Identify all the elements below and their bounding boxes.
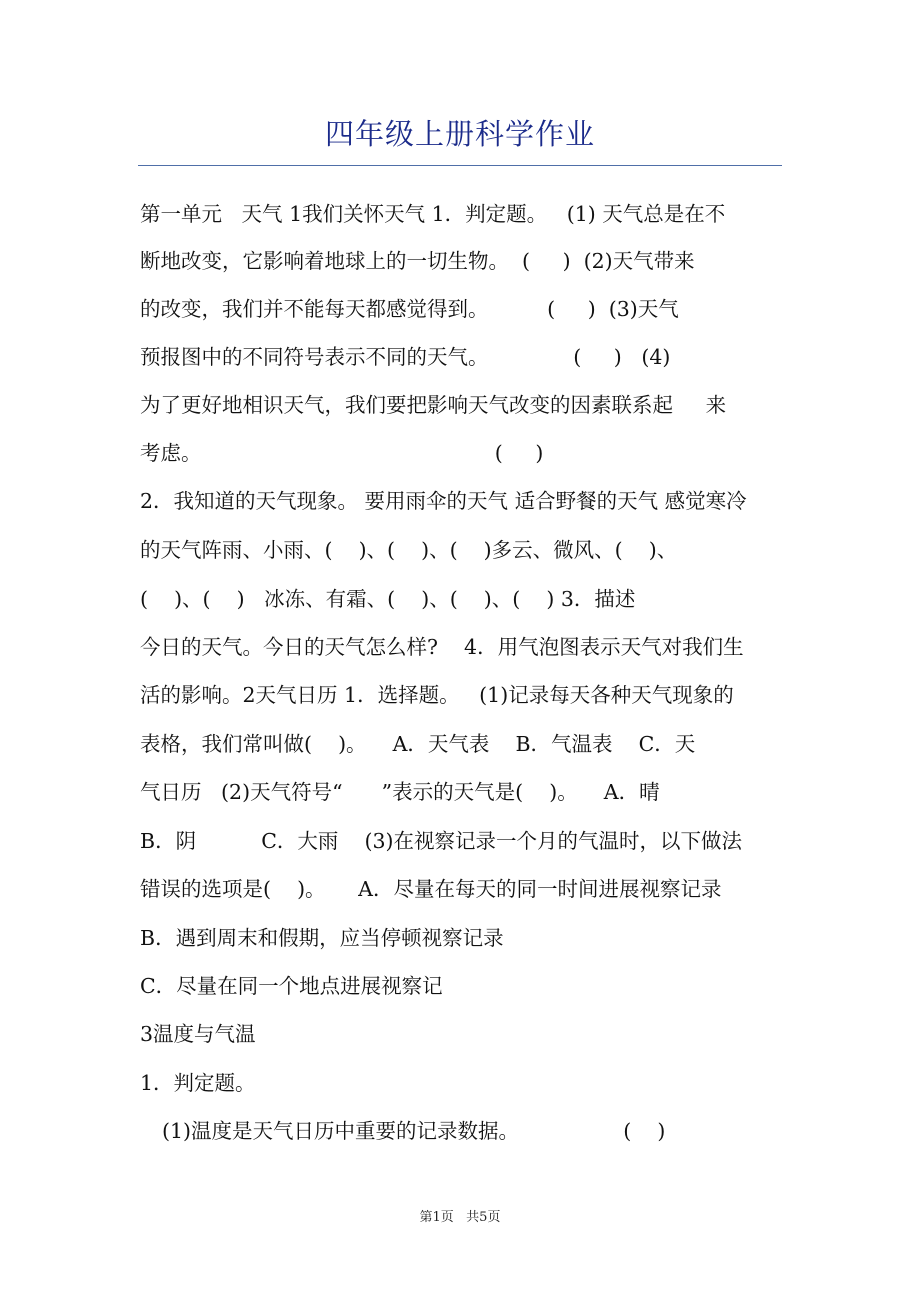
text-line-9: ( )、( ) 冰冻、有霜、( )、( )、( ) 3．描述 <box>140 587 636 611</box>
text-line-8: 的天气阵雨、小雨、( )、( )、( )多云、微风、( )、 <box>140 538 678 562</box>
text-line-16: B．遇到周末和假期，应当停顿视察记录 <box>140 926 504 950</box>
text-line-1: 第一单元 天气 1我们关怀天气 1．判定题。 (1) 天气总是在不 <box>140 202 726 226</box>
text-line-15: 错误的选项是( )。 A．尽量在每天的同一时间进展视察记录 <box>140 877 722 901</box>
section-heading: 3温度与气温 <box>140 1022 256 1046</box>
text-line-14: B．阴 C．大雨 (3)在视察记录一个月的气温时，以下做法 <box>140 829 743 853</box>
text-line-5: 为了更好地相识天气，我们要把影响天气改变的因素联系起 来 <box>140 393 727 417</box>
text-line-10: 今日的天气。今日的天气怎么样? 4．用气泡图表示天气对我们生 <box>140 635 744 659</box>
text-line-3: 的改变，我们并不能每天都感觉得到。 ( ) (3)天气 <box>140 297 679 321</box>
text-line-7: 2．我知道的天气现象。 要用雨伞的天气 适合野餐的天气 感觉寒冷 <box>140 489 747 513</box>
question-heading: 1．判定题。 <box>140 1071 256 1095</box>
title-underline <box>138 165 782 166</box>
text-line-11: 活的影响。2天气日历 1．选择题。 (1)记录每天各种天气现象的 <box>140 683 734 707</box>
text-line-12: 表格，我们常叫做( )。 A．天气表 B．气温表 C．天 <box>140 732 696 756</box>
document-title: 四年级上册科学作业 <box>324 117 595 151</box>
page-number: 第1页 共5页 <box>419 1210 501 1225</box>
text-line-4: 预报图中的不同符号表示不同的天气。 ( ) (4) <box>140 345 671 369</box>
text-line-2: 断地改变，它影响着地球上的一切生物。 ( ) (2)天气带来 <box>140 249 695 273</box>
text-line-6: 考虑。 ( ) <box>140 441 544 465</box>
text-line-indented: (1)温度是天气日历中重要的记录数据。 ( ) <box>162 1119 666 1143</box>
text-line-13: 气日历 (2)天气符号“ ”表示的天气是( )。 A．晴 <box>140 780 660 804</box>
text-line-17: C．尽量在同一个地点进展视察记 <box>140 974 443 998</box>
